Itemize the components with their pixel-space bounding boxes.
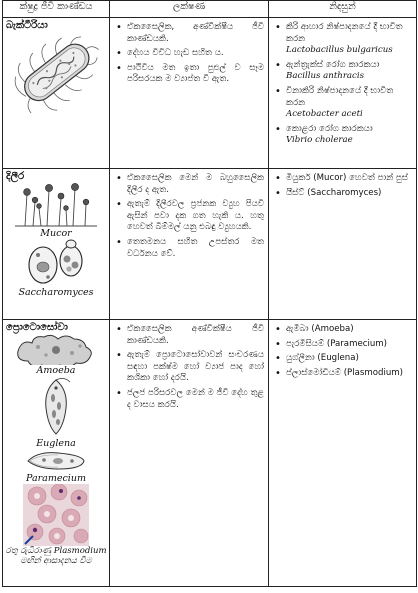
group-cell-fungi [3,169,110,320]
traits-list-fungi [110,169,268,260]
euglena-illustration [36,376,76,438]
list-item: • පාථිවිය මත ඉතා පුළුල් ව සෑම පරිසරයක ම ව්‍යාප්ත වී ඇත. [116,63,264,86]
traits-list-protozoa [110,320,268,411]
examples-cell-protozoa [269,320,417,587]
group-title-fungi: දිලීර [6,171,25,182]
caption-paramecium: Paramecium [26,473,86,484]
group-cell-protozoa [3,320,110,587]
plasmodium-blood-photo [23,484,89,546]
caption-plasmodium-photo [3,546,109,566]
list-item: • ප්ලාස්මෝඩියම් (Plasmodium) [275,368,412,380]
examples-list-protozoa [269,320,416,379]
caption-plasmodium-line2: මඟින් ආසාදනය වීම [20,556,92,566]
table-header-row [3,1,417,18]
caption-mucor: Mucor [40,228,72,239]
group-title-protozoa: ප්‍රොටොසෝවා [6,322,68,333]
caption-plasmodium-line1: රතු රුධිරාණු Plasmodium [5,546,107,556]
list-item: • ජලජ පරිසරවල මෙන් ම ජීවී දේහ තුළ ද වාසය කරයි. [116,388,264,411]
table-row-fungi [3,169,417,320]
list-item: • ඇතැම් දිලීරවල ප්‍රජනක ව්‍යුහ පියවි ඇසින් පවා දක ගත හැකි ය. හතු හෙවත් බිම්මල් යනු එබඳු ව්‍යුහයකි. [116,199,264,234]
list-item: • ඇතැම් ප්‍රොටොසෝවාවන් සංචරණය සඳහා පක්ෂ්ම හෝ ව්‍යාජ පාද හෝ කශිකා හෝ දරයි. [116,350,264,385]
table-row-protozoa [3,320,417,587]
list-item: • කිරි ආහාර නිෂ්පාදනයේ දී භාවිත කරන Lactobacillus bulgaricus [275,22,412,57]
caption-saccharomyces: Saccharomyces [18,287,94,298]
group-cell-bacteria [3,18,110,169]
paramecium-illustration [24,449,88,473]
mucor-illustration [11,182,101,228]
examples-list-bacteria [269,18,416,147]
list-item: • ඇන්ත්‍රැක්ස් රෝග කාරකයා Bacillus anthracis [275,60,412,83]
microorganism-table [2,0,417,587]
header-examples: නිදසුන් [269,1,417,18]
examples-cell-bacteria [269,18,417,169]
yeast-illustration [21,239,91,287]
list-item: • තෙතමනය සහිත උපස්තර මත වර්ධනය වේ. [116,237,264,260]
list-item: • කොළරා රෝග කාරකයා Vibrio cholerae [275,124,412,147]
list-item: • පැරමීසියම් (Paramecium) [275,339,412,351]
amoeba-illustration [12,333,100,365]
list-item: • ඒකසෛලික, අණ්වීක්ෂීය ජීවී කාණ්ඩයකි. [116,22,264,45]
header-traits: ලක්ෂණ [110,1,269,18]
organism-table-sheet [2,0,416,587]
list-item: • යීස්ට් (Saccharomyces) [275,188,412,200]
header-group: ක්ෂුද්‍ර ජීවී කාණ්ඩය [3,1,110,18]
list-item: • විනාකිරි නිෂ්පාදනයේ දී භාවිත කරන Acetobacter aceti [275,86,412,121]
list-item: • මියුකර් (Mucor) හෙවත් පාන් පුස් [275,173,412,185]
list-item: • යුග්ලීනා (Euglena) [275,353,412,365]
caption-euglena: Euglena [36,438,76,449]
list-item: • ඒකසෛලික අණ්වීක්ෂීය ජීවී කාණ්ඩයකි. [116,324,264,347]
list-item: • ඒකසෛලික මෙන් ම බහුසෛලික දිලීර ද ඇත. [116,173,264,196]
traits-cell-protozoa [110,320,269,587]
traits-cell-bacteria [110,18,269,169]
caption-amoeba: Amoeba [36,365,76,376]
group-title-bacteria: බැක්ටීරියා [6,20,48,31]
traits-cell-fungi [110,169,269,320]
list-item: • ඇමීබා (Amoeba) [275,324,412,336]
traits-list-bacteria [110,18,268,86]
bacterium-illustration [6,31,106,113]
examples-cell-fungi [269,169,417,320]
list-item: • දේහය විවිධ හැඩ සහිත ය. [116,48,264,60]
examples-list-fungi [269,169,416,199]
table-row-bacteria [3,18,417,169]
